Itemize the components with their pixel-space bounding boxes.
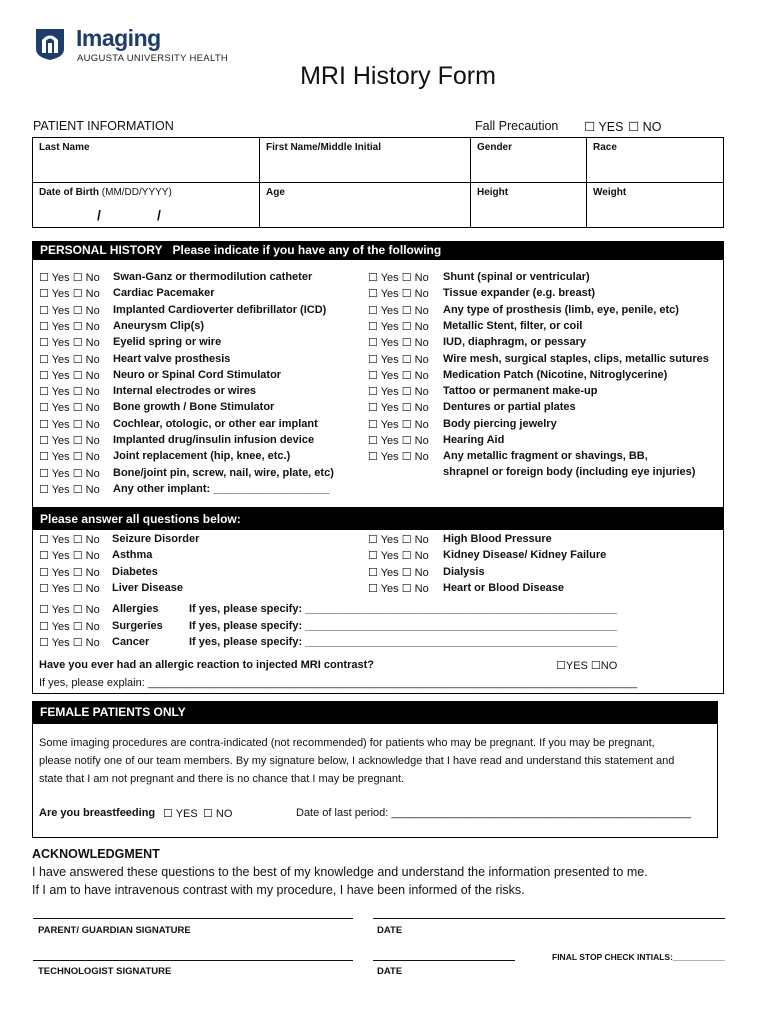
contrast-explain[interactable]: If yes, please explain: ________________________________________________________________________________ — [39, 677, 638, 689]
history-item-q-right-3: Heart or Blood Disease — [443, 581, 565, 594]
history-item-left-8: Bone growth / Bone Stimulator — [113, 401, 275, 414]
logo-wordmark: Imaging — [76, 25, 161, 51]
patient-info-table — [32, 137, 724, 228]
history-item-left-4: Eyelid spring or wire — [113, 336, 222, 349]
history-item-spec-1: Surgeries — [112, 619, 163, 632]
history-item-right-7: Tattoo or permanent make-up — [443, 385, 598, 398]
yes-no-checkbox-left-8[interactable]: ☐ Yes ☐ No — [39, 402, 100, 415]
first-name-cell[interactable]: First Name/Middle Initial — [260, 138, 471, 183]
yes-no-checkbox-left-6[interactable]: ☐ Yes ☐ No — [39, 369, 100, 382]
technologist-signature-line[interactable] — [33, 960, 353, 961]
metal-fragment-line2: shrapnel or foreign body (including eye injuries) — [443, 466, 696, 478]
yes-no-checkbox-left-4[interactable]: ☐ Yes ☐ No — [39, 337, 100, 350]
history-item-right-3: Metallic Stent, filter, or coil — [443, 319, 583, 332]
acknowledgment-line-1: I have answered these questions to the best of my knowledge and understand the information presented to me. — [32, 865, 648, 879]
history-item-spec-0: Allergies — [112, 603, 159, 615]
specify-field-2[interactable]: If yes, please specify: ___________________________________________________ — [189, 636, 618, 648]
history-item-left-9: Cochlear, otologic, or other ear implant — [113, 417, 318, 430]
university-seal-icon — [33, 27, 67, 61]
parent-signature-label: PARENT/ GUARDIAN SIGNATURE — [38, 925, 191, 936]
acknowledgment-heading: ACKNOWLEDGMENT — [32, 847, 160, 861]
female-paragraph-3: state that I am not pregnant and there is no chance that I may be pregnant. — [39, 773, 405, 785]
history-item-right-11: Any metallic fragment or shavings, BB, — [443, 450, 648, 463]
breastfeeding-question: Are you breastfeeding — [39, 807, 156, 819]
last-name-cell[interactable]: Last Name — [33, 138, 260, 183]
yes-no-checkbox-right-11[interactable]: ☐ Yes ☐ No — [368, 451, 429, 464]
specify-field-0[interactable]: If yes, please specify: ___________________________________________________ — [189, 603, 618, 615]
technologist-signature-label: TECHNOLOGIST SIGNATURE — [38, 966, 172, 977]
history-item-spec-2: Cancer — [112, 636, 150, 648]
history-item-left-6: Neuro or Spinal Cord Stimulator — [113, 368, 282, 381]
yes-no-checkbox-q-right-0[interactable]: ☐ Yes ☐ No — [368, 534, 429, 546]
history-item-right-6: Medication Patch (Nicotine, Nitroglycerine) — [443, 368, 668, 381]
yes-no-checkbox-spec-0[interactable]: ☐ Yes ☐ No — [39, 604, 100, 616]
history-item-right-10: Hearing Aid — [443, 434, 505, 446]
history-item-right-0: Shunt (spinal or ventricular) — [443, 271, 590, 283]
yes-no-checkbox-q-left-2[interactable]: ☐ Yes ☐ No — [39, 566, 100, 579]
race-cell[interactable]: Race — [587, 138, 724, 183]
yes-no-checkbox-right-1[interactable]: ☐ Yes ☐ No — [368, 288, 429, 301]
yes-no-checkbox-right-4[interactable]: ☐ Yes ☐ No — [368, 337, 429, 350]
yes-no-checkbox-left-3[interactable]: ☐ Yes ☐ No — [39, 320, 100, 333]
yes-no-checkbox-left-7[interactable]: ☐ Yes ☐ No — [39, 386, 100, 399]
yes-no-checkbox-q-left-0[interactable]: ☐ Yes ☐ No — [39, 534, 100, 546]
fall-precaution-label: Fall Precaution — [475, 119, 559, 133]
height-cell[interactable]: Height — [471, 183, 587, 228]
yes-no-checkbox-spec-2[interactable]: ☐ Yes ☐ No — [39, 637, 100, 649]
dob-slash-1: / — [97, 207, 101, 223]
yes-no-checkbox-right-7[interactable]: ☐ Yes ☐ No — [368, 386, 429, 399]
parent-signature-line[interactable] — [33, 918, 353, 919]
history-item-right-8: Dentures or partial plates — [443, 401, 576, 414]
female-patients-header: FEMALE PATIENTS ONLY — [32, 701, 718, 724]
final-stop-check-initials[interactable]: FINAL STOP CHECK INTIALS:___________ — [552, 952, 725, 962]
yes-no-checkbox-right-5[interactable]: ☐ Yes ☐ No — [368, 353, 429, 366]
history-item-right-4: IUD, diaphragm, or pessary — [443, 336, 587, 349]
history-item-left-11: Joint replacement (hip, knee, etc.) — [113, 450, 291, 463]
yes-no-checkbox-left-5[interactable]: ☐ Yes ☐ No — [39, 353, 100, 366]
yes-no-checkbox-q-right-1[interactable]: ☐ Yes ☐ No — [368, 550, 429, 563]
date-line-1[interactable] — [373, 918, 725, 919]
fall-no-checkbox[interactable]: ☐ NO — [628, 120, 662, 134]
history-item-q-left-1: Asthma — [112, 549, 153, 562]
history-item-q-left-2: Diabetes — [112, 565, 158, 578]
contrast-question: Have you ever had an allergic reaction to injected MRI contrast? — [39, 659, 374, 671]
female-paragraph-2: please notify one of our team members. By my signature below, I acknowledge that I have read and understand this statement and — [39, 755, 675, 767]
history-item-left-0: Swan-Ganz or thermodilution catheter — [113, 271, 313, 283]
page-title: MRI History Form — [300, 62, 496, 90]
history-item-q-right-1: Kidney Disease/ Kidney Failure — [443, 549, 607, 562]
specify-field-1[interactable]: If yes, please specify: ___________________________________________________ — [189, 619, 618, 632]
yes-no-checkbox-left-10[interactable]: ☐ Yes ☐ No — [39, 435, 100, 447]
last-period-field[interactable]: Date of last period: _________________________________________________ — [296, 807, 692, 819]
history-item-q-right-2: Dialysis — [443, 565, 485, 578]
contrast-yes-no[interactable]: ☐YES ☐NO — [556, 660, 618, 672]
yes-no-checkbox-right-0[interactable]: ☐ Yes ☐ No — [368, 272, 429, 284]
yes-no-checkbox-spec-1[interactable]: ☐ Yes ☐ No — [39, 620, 100, 633]
yes-no-checkbox-right-10[interactable]: ☐ Yes ☐ No — [368, 435, 429, 447]
yes-no-checkbox-right-2[interactable]: ☐ Yes ☐ No — [368, 304, 429, 317]
history-item-q-left-3: Liver Disease — [112, 581, 183, 594]
history-item-left-12: Bone/joint pin, screw, nail, wire, plate, etc) — [113, 466, 334, 479]
history-item-left-13: Any other implant: ___________________ — [113, 482, 330, 495]
history-item-left-10: Implanted drug/insulin infusion device — [113, 434, 315, 446]
date-line-2[interactable] — [373, 960, 515, 961]
history-item-left-1: Cardiac Pacemaker — [113, 287, 215, 300]
history-item-q-right-0: High Blood Pressure — [443, 533, 552, 545]
history-item-left-5: Heart valve prosthesis — [113, 352, 231, 365]
yes-no-checkbox-left-1[interactable]: ☐ Yes ☐ No — [39, 288, 100, 301]
age-cell[interactable]: Age — [260, 183, 471, 228]
yes-no-checkbox-left-2[interactable]: ☐ Yes ☐ No — [39, 304, 100, 317]
history-item-left-3: Aneurysm Clip(s) — [113, 319, 205, 332]
yes-no-checkbox-left-12[interactable]: ☐ Yes ☐ No — [39, 467, 100, 480]
breastfeeding-no[interactable]: ☐ NO — [203, 808, 233, 820]
history-item-right-1: Tissue expander (e.g. breast) — [443, 287, 596, 300]
personal-history-header: PERSONAL HISTORY Please indicate if you have any of the following — [32, 241, 724, 260]
patient-info-heading: PATIENT INFORMATION — [33, 119, 174, 133]
history-item-right-9: Body piercing jewelry — [443, 417, 557, 430]
yes-no-checkbox-q-right-2[interactable]: ☐ Yes ☐ No — [368, 566, 429, 579]
history-item-q-left-0: Seizure Disorder — [112, 533, 200, 545]
gender-cell[interactable]: Gender — [471, 138, 587, 183]
dob-slash-2: / — [157, 207, 161, 223]
yes-no-checkbox-left-11[interactable]: ☐ Yes ☐ No — [39, 451, 100, 464]
female-paragraph-1: Some imaging procedures are contra-indicated (not recommended) for patients who may be pregnant. If you may be pregnant, — [39, 737, 655, 749]
yes-no-checkbox-q-right-3[interactable]: ☐ Yes ☐ No — [368, 582, 429, 595]
yes-no-checkbox-right-6[interactable]: ☐ Yes ☐ No — [368, 369, 429, 382]
yes-no-checkbox-right-9[interactable]: ☐ Yes ☐ No — [368, 418, 429, 431]
yes-no-checkbox-q-left-1[interactable]: ☐ Yes ☐ No — [39, 550, 100, 563]
yes-no-checkbox-right-8[interactable]: ☐ Yes ☐ No — [368, 402, 429, 415]
weight-cell[interactable]: Weight — [587, 183, 724, 228]
yes-no-checkbox-left-13[interactable]: ☐ Yes ☐ No — [39, 483, 100, 496]
yes-no-checkbox-q-left-3[interactable]: ☐ Yes ☐ No — [39, 582, 100, 595]
yes-no-checkbox-right-3[interactable]: ☐ Yes ☐ No — [368, 320, 429, 333]
history-item-right-5: Wire mesh, surgical staples, clips, metallic sutures — [443, 352, 709, 365]
breastfeeding-yes[interactable]: ☐ YES — [163, 808, 198, 820]
date-label-2: DATE — [377, 966, 403, 977]
dob-format: (MM/DD/YYYY) — [101, 187, 172, 198]
history-item-left-2: Implanted Cardioverter defibrillator (ICD) — [113, 303, 327, 316]
questions-header: Please answer all questions below: — [32, 508, 724, 530]
yes-no-checkbox-left-0[interactable]: ☐ Yes ☐ No — [39, 272, 100, 284]
yes-no-checkbox-left-9[interactable]: ☐ Yes ☐ No — [39, 418, 100, 431]
fall-yes-checkbox[interactable]: ☐ YES — [584, 120, 624, 134]
history-item-right-2: Any type of prosthesis (limb, eye, penile, etc) — [443, 303, 679, 316]
logo-subtitle: AUGUSTA UNIVERSITY HEALTH — [77, 53, 229, 64]
acknowledgment-line-2: If I am to have intravenous contrast with my procedure, I have been informed of the risks. — [32, 883, 525, 897]
date-label-1: DATE — [377, 925, 403, 936]
history-item-left-7: Internal electrodes or wires — [113, 385, 257, 398]
dob-cell[interactable]: Date of Birth (MM/DD/YYYY) / / — [33, 183, 260, 228]
